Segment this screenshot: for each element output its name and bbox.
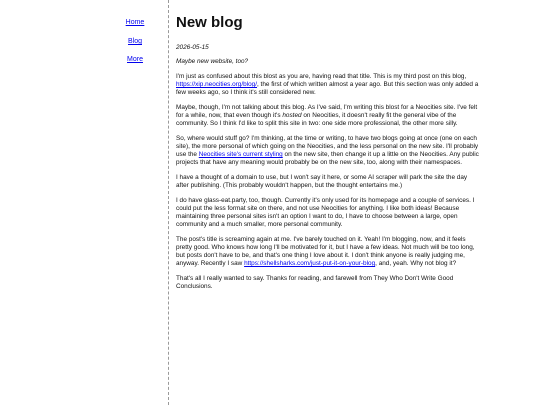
post-title: New blog [176,14,243,31]
post-date: 2026-05-15 [176,44,209,51]
blog-post [176,14,481,298]
current-styling-link[interactable]: Neocities site's current styling [198,151,283,158]
vertical-divider [168,0,169,405]
post-paragraph-7: That's all I really wanted to say. Thanks for reading, and farewell from They Who Don't Write Good Conclusions. [176,275,454,290]
paragraph-text: The post's title is screaming again at me. I've barely touched on it. Yeah! I'm blogging, now, and it feels pretty good. Who knows how long I'll be motivated for it, but I have a few ideas. Not much will be too long, but posts don't have to be, and that's one thing I love about it. I don't think anyone is really judging me, anyway. Recently I saw [176,236,475,267]
paragraph-text: I'm just as confused about this blost as you are, having read that title. This is my third post on this blog, [176,73,467,80]
post-paragraph-2 [176,104,481,128]
post-paragraph-5: I do have glass-eat.party, too, though. Currently it's only used for its homepage and a couple of services. I could put the less format site on there, and not use Neocities for anything. I like both ideas! Because maintaining three personal sites isn't an option I want to do, I have to choose between a large, open community and a much smaller, more personal community. [176,197,475,228]
blog-url-link[interactable]: https://xip.neocities.org/blog/ [176,81,257,88]
shellsharks-link[interactable]: https://shellsharks.com/just-put-it-on-your-blog [244,260,376,267]
paragraph-text: , and, yeah. Why not blog it? [375,260,457,267]
post-paragraph-4: I have a thought of a domain to use, but I won't say it here, or some AI scraper will park the site the day after publishing. (This probably wouldn't happen, but the thought entertains me.) [176,174,468,189]
paragraph-text: Maybe, though, I'm not talking about this blog. As I've said, I'm writing this blost for a Neocities site. I've felt for a while, now, that even though it's [176,104,478,119]
post-paragraph-6 [176,236,481,268]
paragraph-text: , the first of which written almost a year ago. But this section was only added a few weeks ago, so I think it's still considered new. [176,81,479,96]
nav-link-blog[interactable]: Blog [127,38,142,45]
nav-link-more[interactable]: More [127,56,143,63]
paragraph-text: on Neocities, it doesn't really fit the general vibe of the community. So I think I'd like to split this site in two: one side more professional, the other more silly. [176,112,458,127]
nav-link-home[interactable]: Home [125,19,145,26]
paragraph-text: So, where would stuff go? I'm thinking, at the time or writing, to have two blogs going at once (one on each site), the more personal of which going on the Neocities, and the less personal on the new site. I'll probably use the [176,135,479,158]
post-paragraph-3 [176,135,481,167]
post-paragraph-1 [176,73,481,97]
paragraph-text: on the new site, then change it up a little on the Neocities. Any public projects that have any meaning would probably be on the new site, too, along with their namespaces. [176,151,479,166]
emphasis-text: hosted [282,112,302,119]
post-subtitle: Maybe new website, too? [176,58,249,65]
